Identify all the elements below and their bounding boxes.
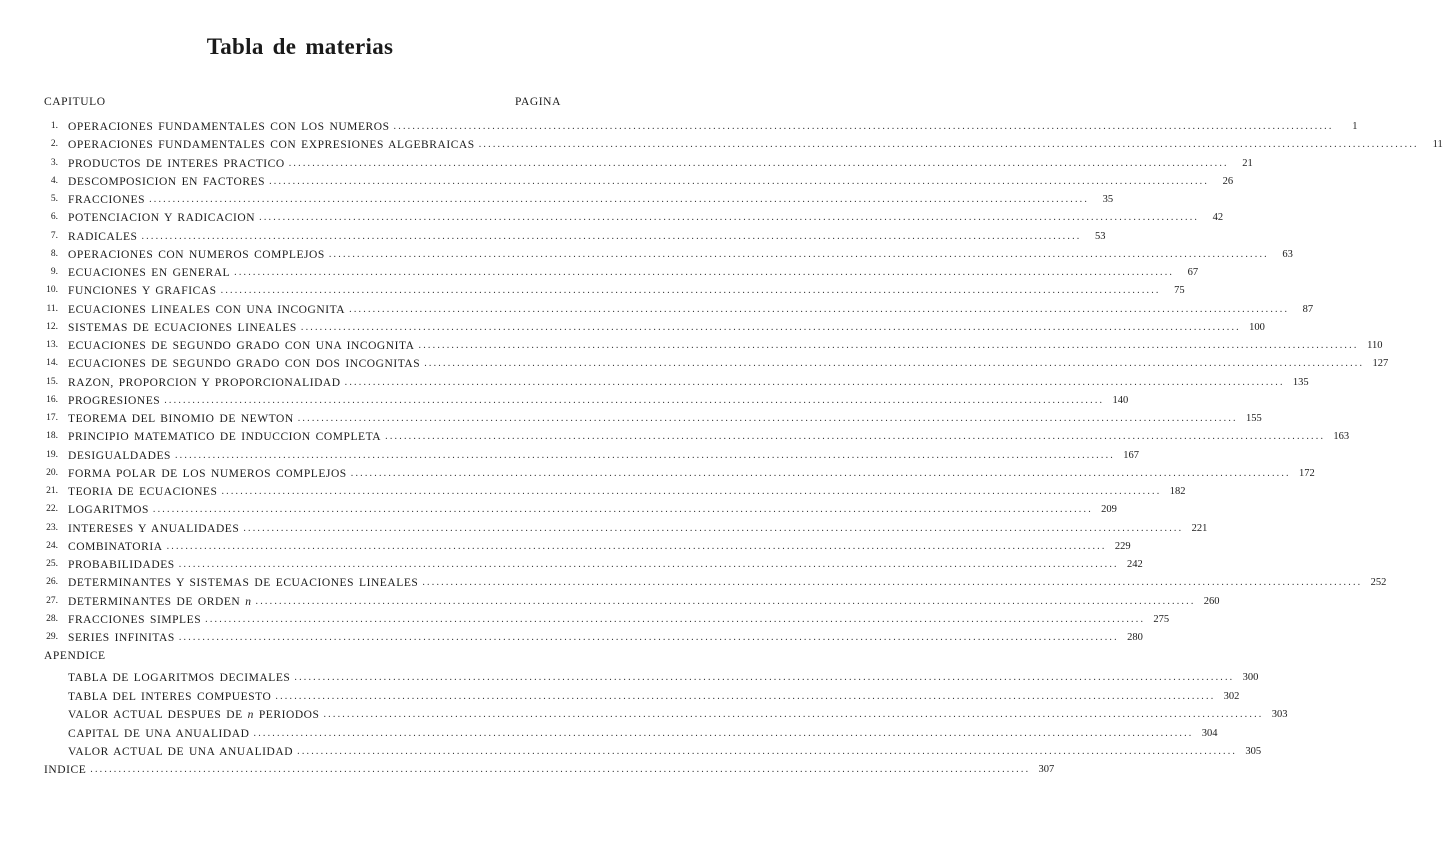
- entry-title: SERIES INFINITAS: [68, 632, 175, 644]
- entry-title: TEOREMA DEL BINOMIO DE NEWTON: [68, 413, 294, 425]
- dot-leader: ........................................................................................................................................................................................................: [152, 504, 1093, 516]
- page-number: 100: [1249, 321, 1265, 333]
- toc-entry-chapter: [46, 319, 1265, 335]
- chapter-number: 11.: [46, 303, 58, 314]
- dot-leader: ........................................................................................................................................................................................................: [243, 522, 1184, 534]
- page-number: 252: [1370, 577, 1387, 589]
- page-number: 275: [1153, 613, 1170, 625]
- toc-entry-chapter: [46, 538, 1131, 554]
- page-number: 127: [1372, 358, 1389, 370]
- chapter-number: 19.: [46, 449, 58, 460]
- entry-title: ECUACIONES DE SEGUNDO GRADO CON UNA INCOGNITA: [68, 340, 415, 352]
- toc-entry-chapter: [46, 556, 1143, 572]
- page-number: 42: [1212, 212, 1224, 224]
- page-number: 172: [1299, 467, 1315, 479]
- dot-leader: ........................................................................................................................................................................................................: [220, 285, 1161, 297]
- entry-title: OPERACIONES FUNDAMENTALES CON EXPRESIONES ALGEBRAICAS: [68, 139, 475, 152]
- dot-leader: ........................................................................................................................................................................................................: [294, 672, 1235, 683]
- dot-leader: ........................................................................................................................................................................................................: [478, 139, 1419, 151]
- entry-title: ECUACIONES DE SEGUNDO GRADO CON DOS INCOGNITAS: [68, 358, 421, 371]
- page-number: 303: [1271, 709, 1288, 720]
- chapter-number: 4.: [50, 175, 58, 186]
- chapter-number: 10.: [46, 285, 58, 296]
- chapter-number: 2.: [50, 139, 58, 150]
- dot-leader: ........................................................................................................................................................................................................: [90, 764, 1031, 775]
- entry-title: FUNCIONES Y GRAFICAS: [68, 285, 217, 298]
- appendix-heading: APENDICE: [44, 650, 106, 662]
- entry-title: DETERMINANTES Y SISTEMAS DE ECUACIONES LINEALES: [68, 577, 419, 590]
- chapter-number: 1.: [50, 121, 58, 131]
- chapter-number: 26.: [46, 577, 58, 588]
- chapter-column-header: CAPITULO: [44, 96, 106, 108]
- dot-leader: ........................................................................................................................................................................................................: [275, 690, 1216, 702]
- dot-leader: ........................................................................................................................................................................................................: [300, 321, 1241, 333]
- entry-title: DESCOMPOSICION EN FACTORES: [68, 175, 266, 188]
- toc-entry-appendix: [68, 669, 1259, 685]
- dot-leader: ........................................................................................................................................................................................................: [269, 175, 1210, 187]
- entry-title: OPERACIONES CON NUMEROS COMPLEJOS: [68, 248, 325, 261]
- chapter-number: 28.: [46, 613, 58, 624]
- dot-leader: ........................................................................................................................................................................................................: [221, 486, 1162, 497]
- entry-title: VALOR ACTUAL DESPUES DE n PERIODOS: [68, 709, 320, 721]
- toc-entry-chapter: [46, 410, 1262, 426]
- entry-title: RADICALES: [68, 230, 138, 243]
- toc-entry-chapter: [46, 392, 1129, 408]
- page-number: 300: [1242, 672, 1259, 683]
- dot-leader: ........................................................................................................................................................................................................: [255, 595, 1196, 607]
- entry-title: FORMA POLAR DE LOS NUMEROS COMPLEJOS: [68, 467, 347, 480]
- chapter-number: 13.: [46, 340, 58, 350]
- page-number: 307: [1038, 764, 1055, 775]
- chapter-number: 7.: [50, 230, 58, 241]
- dot-leader: ........................................................................................................................................................................................................: [174, 449, 1115, 461]
- dot-leader: ........................................................................................................................................................................................................: [166, 540, 1107, 552]
- toc-entry-chapter: [46, 447, 1139, 463]
- page-number: 155: [1245, 413, 1262, 424]
- chapter-number: 25.: [46, 559, 58, 569]
- toc-entry-chapter: [46, 520, 1208, 536]
- entry-title: PRINCIPIO MATEMATICO DE INDUCCION COMPLETA: [68, 431, 382, 444]
- toc-entry-chapter: [46, 282, 1185, 298]
- dot-leader: ........................................................................................................................................................................................................: [297, 746, 1238, 757]
- page-number: 280: [1127, 632, 1143, 643]
- dot-leader: ........................................................................................................................................................................................................: [424, 358, 1365, 370]
- entry-title: VALOR ACTUAL DE UNA ANUALIDAD: [68, 746, 294, 758]
- page-number: 135: [1292, 376, 1309, 388]
- dot-leader: ........................................................................................................................................................................................................: [350, 467, 1291, 479]
- toc-entry-chapter: [46, 374, 1309, 390]
- toc-entry-index: [44, 761, 1055, 777]
- chapter-number: 17.: [46, 413, 58, 423]
- dot-leader: ........................................................................................................................................................................................................: [288, 157, 1229, 169]
- page-number: 140: [1112, 394, 1129, 406]
- toc-entry-chapter: [46, 611, 1170, 627]
- dot-leader: ........................................................................................................................................................................................................: [178, 632, 1119, 643]
- toc-entry-chapter: [46, 629, 1143, 645]
- chapter-number: 23.: [46, 522, 58, 533]
- entry-title: PROBABILIDADES: [68, 559, 175, 571]
- dot-leader: ........................................................................................................................................................................................................: [323, 709, 1264, 720]
- entry-title: LOGARITMOS: [68, 504, 149, 517]
- entry-title: FRACCIONES: [68, 194, 146, 206]
- page-number: 11: [1432, 139, 1443, 151]
- chapter-number: 3.: [50, 157, 58, 168]
- toc-entry-chapter: [46, 355, 1389, 371]
- page-column-header: PAGINA: [515, 96, 561, 108]
- chapter-number: 18.: [46, 431, 58, 442]
- toc-entry-chapter: [50, 136, 1443, 152]
- toc-entry-appendix: [68, 725, 1218, 741]
- page-number: 87: [1302, 303, 1314, 315]
- entry-title: RAZON, PROPORCION Y PROPORCIONALIDAD: [68, 376, 341, 389]
- entry-title: OPERACIONES FUNDAMENTALES CON LOS NUMEROS: [68, 121, 390, 133]
- chapter-number: 29.: [46, 632, 58, 642]
- page-number: 260: [1203, 595, 1220, 607]
- dot-leader: ........................................................................................................................................................................................................: [234, 267, 1175, 278]
- chapter-number: 20.: [46, 467, 58, 478]
- toc-entry-chapter: [50, 191, 1114, 207]
- dot-leader: ........................................................................................................................................................................................................: [328, 248, 1269, 260]
- page-number: 209: [1101, 504, 1117, 516]
- dot-leader: ........................................................................................................................................................................................................: [149, 194, 1090, 205]
- toc-entry-chapter: [46, 593, 1220, 609]
- page-number: 75: [1174, 285, 1185, 297]
- entry-title: ECUACIONES EN GENERAL: [68, 267, 231, 279]
- dot-leader: ........................................................................................................................................................................................................: [297, 413, 1238, 424]
- page-number: 242: [1127, 559, 1143, 570]
- toc-entry-appendix: [68, 688, 1240, 704]
- toc-entry-appendix: [68, 706, 1288, 722]
- page-number: 163: [1333, 431, 1350, 443]
- toc-entry-chapter: [50, 246, 1293, 262]
- toc-entry-chapter: [46, 465, 1315, 481]
- toc-entry-chapter: [46, 337, 1383, 353]
- dot-leader: ........................................................................................................................................................................................................: [393, 121, 1334, 132]
- chapter-number: 22.: [46, 504, 58, 515]
- dot-leader: ........................................................................................................................................................................................................: [253, 727, 1194, 739]
- dot-leader: ........................................................................................................................................................................................................: [205, 613, 1146, 625]
- entry-title: DESIGUALDADES: [68, 449, 171, 462]
- dot-leader: ........................................................................................................................................................................................................: [141, 230, 1082, 242]
- entry-title: FRACCIONES SIMPLES: [68, 613, 202, 626]
- page-number: 229: [1114, 540, 1131, 552]
- chapter-number: 12.: [46, 321, 58, 332]
- dot-leader: ........................................................................................................................................................................................................: [422, 577, 1363, 589]
- page-number: 21: [1242, 157, 1253, 169]
- entry-title: ECUACIONES LINEALES CON UNA INCOGNITA: [68, 303, 346, 316]
- page-number: 182: [1169, 486, 1186, 497]
- toc-entry-chapter: [50, 264, 1199, 280]
- toc-entry-chapter: [46, 483, 1186, 499]
- page-number: 35: [1102, 194, 1114, 205]
- dot-leader: ........................................................................................................................................................................................................: [178, 559, 1119, 570]
- page-number: 1: [1352, 121, 1358, 132]
- page-number: 110: [1367, 340, 1383, 351]
- dot-leader: ........................................................................................................................................................................................................: [349, 303, 1290, 315]
- chapter-number: 6.: [50, 212, 58, 223]
- entry-title: TABLA DE LOGARITMOS DECIMALES: [68, 672, 291, 684]
- toc-entry-chapter: [50, 118, 1358, 134]
- toc-entry-chapter: [50, 155, 1253, 171]
- page-number: 304: [1201, 727, 1218, 739]
- toc-entry-appendix: [68, 743, 1262, 759]
- page-title: Tabla de materias: [206, 34, 394, 59]
- page-number: 302: [1223, 690, 1240, 702]
- toc-entry-chapter: [50, 209, 1224, 225]
- entry-title: CAPITAL DE UNA ANUALIDAD: [68, 727, 250, 740]
- chapter-number: 27.: [46, 595, 58, 606]
- chapter-number: 15.: [46, 376, 58, 387]
- page-number: 67: [1187, 267, 1199, 278]
- entry-title: POTENCIACION Y RADICACION: [68, 212, 256, 225]
- entry-title: TEORIA DE ECUACIONES: [68, 486, 218, 498]
- toc-entry-chapter: [46, 301, 1314, 317]
- dot-leader: ........................................................................................................................................................................................................: [259, 212, 1200, 224]
- chapter-number: 14.: [46, 358, 58, 369]
- chapter-number: 21.: [46, 486, 58, 496]
- page-number: 53: [1094, 230, 1106, 242]
- toc-entry-chapter: [50, 228, 1106, 244]
- entry-title: TABLA DEL INTERES COMPUESTO: [68, 690, 272, 703]
- dot-leader: ........................................................................................................................................................................................................: [164, 394, 1105, 406]
- dot-leader: ........................................................................................................................................................................................................: [418, 340, 1359, 351]
- chapter-number: 8.: [50, 248, 58, 259]
- entry-title: INDICE: [44, 764, 87, 776]
- chapter-number: 24.: [46, 540, 58, 551]
- chapter-number: 5.: [50, 194, 58, 204]
- page-number: 167: [1123, 449, 1139, 461]
- chapter-number: 16.: [46, 394, 58, 405]
- toc-entry-chapter: [46, 428, 1350, 444]
- entry-title: PROGRESIONES: [68, 394, 161, 407]
- toc-entry-chapter: [50, 173, 1234, 189]
- toc-entry-chapter: [46, 574, 1387, 590]
- entry-title: INTERESES Y ANUALIDADES: [68, 522, 240, 535]
- chapter-number: 9.: [50, 267, 58, 277]
- page-number: 63: [1282, 248, 1293, 260]
- entry-title: SISTEMAS DE ECUACIONES LINEALES: [68, 321, 297, 334]
- toc-entry-chapter: [46, 501, 1117, 517]
- entry-title: DETERMINANTES DE ORDEN n: [68, 595, 252, 608]
- page-number: 26: [1222, 175, 1234, 187]
- page-number: 221: [1191, 522, 1208, 534]
- dot-leader: ........................................................................................................................................................................................................: [344, 376, 1285, 388]
- page-number: 305: [1245, 746, 1262, 757]
- entry-title: COMBINATORIA: [68, 540, 163, 553]
- dot-leader: ........................................................................................................................................................................................................: [385, 431, 1326, 443]
- entry-title: PRODUCTOS DE INTERES PRACTICO: [68, 157, 285, 170]
